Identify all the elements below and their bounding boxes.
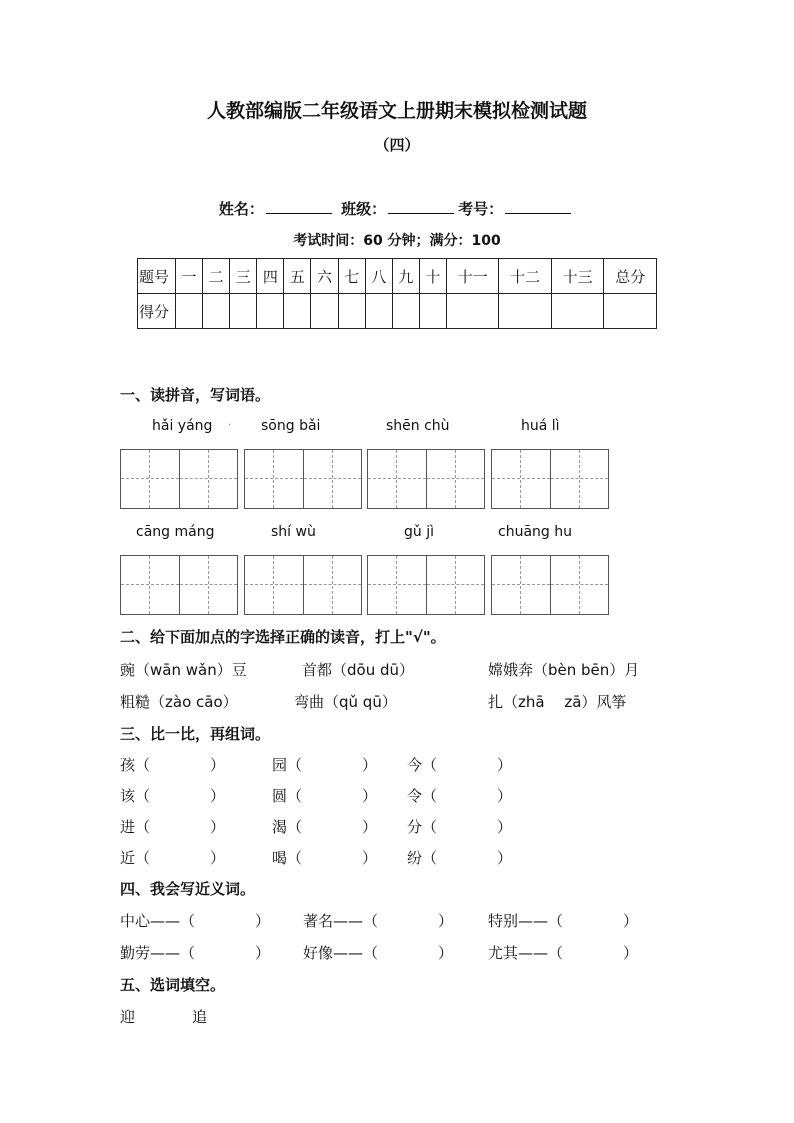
section5-title: 五、选词填空。 (120, 976, 226, 994)
writing-box[interactable] (245, 556, 303, 614)
score-value-row (138, 294, 657, 329)
name-blank[interactable] (266, 199, 332, 214)
word-group-item[interactable]: 进（ ） (120, 818, 226, 836)
score-cell[interactable] (311, 294, 338, 329)
writing-box[interactable] (121, 450, 179, 508)
section3-title: 三、比一比，再组词。 (120, 725, 271, 743)
score-cell[interactable] (257, 294, 284, 329)
score-header: 十二 (499, 259, 551, 294)
word-group-item[interactable]: 喝（ ） (272, 849, 378, 867)
score-header: 七 (338, 259, 365, 294)
score-header: 八 (365, 259, 392, 294)
pinyin-label: sōng bǎi (261, 418, 321, 434)
exam-info: 考试时间：60 分钟；满分：100 (293, 233, 501, 249)
score-header: 十一 (446, 259, 498, 294)
section2-title: 二、给下面加点的字选择正确的读音，打上"√"。 (120, 628, 446, 646)
word-option: 迎 (120, 1008, 136, 1026)
pronunciation-item[interactable]: 粗糙（zào cāo） (120, 693, 238, 711)
writing-box[interactable] (368, 556, 426, 614)
pronunciation-item[interactable]: 首都（dōu dū） (302, 661, 415, 679)
word-group-item[interactable]: 近（ ） (120, 849, 226, 867)
score-header: 六 (311, 259, 338, 294)
word-option: 追 (192, 1008, 208, 1026)
score-row1-label: 题号 (138, 259, 176, 294)
writing-box[interactable] (179, 450, 237, 508)
word-group-item[interactable]: 园（ ） (272, 756, 378, 774)
score-row2-label: 得分 (138, 294, 176, 329)
writing-box[interactable] (303, 450, 361, 508)
score-cell[interactable] (392, 294, 419, 329)
section4-title: 四、我会写近义词。 (120, 880, 256, 898)
writing-box-group (491, 449, 609, 509)
score-header: 一 (176, 259, 203, 294)
section1-title: 一、读拼音，写词语。 (120, 386, 271, 404)
word-group-item[interactable]: 分（ ） (407, 818, 513, 836)
writing-box-group (244, 555, 362, 615)
score-cell[interactable] (604, 294, 657, 329)
pronunciation-item[interactable]: 弯曲（qǔ qū） (294, 693, 397, 711)
student-info (0, 198, 794, 219)
synonym-item[interactable]: 勤劳——（ ） (120, 944, 271, 962)
score-cell[interactable] (499, 294, 551, 329)
word-group-item[interactable]: 该（ ） (120, 787, 226, 805)
pinyin-label: cāng máng (136, 524, 215, 540)
score-cell[interactable] (551, 294, 603, 329)
score-cell[interactable] (338, 294, 365, 329)
pronunciation-item[interactable]: 嫦娥奔（bèn bēn）月 (488, 661, 640, 679)
writing-box-group (367, 449, 485, 509)
writing-box[interactable] (245, 450, 303, 508)
word-group-item[interactable]: 今（ ） (407, 756, 513, 774)
writing-box-group (491, 555, 609, 615)
score-header: 总分 (604, 259, 657, 294)
score-header: 五 (284, 259, 311, 294)
pronunciation-item[interactable]: 豌（wān wǎn）豆 (120, 661, 247, 679)
score-header: 九 (392, 259, 419, 294)
pinyin-label: shí wù (271, 524, 316, 540)
pinyin-label: hǎi yáng (152, 418, 213, 434)
pinyin-label: huá lì (521, 418, 560, 434)
class-label: 班级： (341, 200, 387, 218)
writing-box[interactable] (492, 556, 550, 614)
pronunciation-item[interactable]: 扎（zhā zā）风筝 (488, 693, 627, 711)
number-label: 考号： (458, 200, 504, 218)
score-cell[interactable] (446, 294, 498, 329)
pinyin-label: chuāng hu (498, 524, 572, 540)
name-label: 姓名： (218, 200, 264, 218)
score-table (137, 258, 657, 329)
writing-box-group (120, 449, 238, 509)
score-header: 十 (419, 259, 446, 294)
page-subtitle: （四） (374, 136, 420, 154)
writing-box[interactable] (492, 450, 550, 508)
score-cell[interactable] (230, 294, 257, 329)
number-blank[interactable] (505, 199, 571, 214)
score-cell[interactable] (203, 294, 230, 329)
writing-box[interactable] (426, 556, 484, 614)
score-header-row (138, 259, 657, 294)
synonym-item[interactable]: 中心——（ ） (120, 912, 271, 930)
score-header: 二 (203, 259, 230, 294)
synonym-item[interactable]: 好像——（ ） (303, 944, 454, 962)
score-header: 三 (230, 259, 257, 294)
writing-box[interactable] (368, 450, 426, 508)
stray-dot: · (228, 420, 232, 431)
writing-box[interactable] (550, 450, 608, 508)
score-cell[interactable] (176, 294, 203, 329)
score-cell[interactable] (419, 294, 446, 329)
synonym-item[interactable]: 特别——（ ） (488, 912, 639, 930)
word-group-item[interactable]: 渴（ ） (272, 818, 378, 836)
pinyin-label: gǔ jì (404, 524, 434, 540)
synonym-item[interactable]: 著名——（ ） (303, 912, 454, 930)
writing-box-group (120, 555, 238, 615)
writing-box[interactable] (303, 556, 361, 614)
word-group-item[interactable]: 令（ ） (407, 787, 513, 805)
writing-box[interactable] (179, 556, 237, 614)
word-group-item[interactable]: 孩（ ） (120, 756, 226, 774)
class-blank[interactable] (388, 199, 454, 214)
page-title: 人教部编版二年级语文上册期末模拟检测试题 (206, 100, 587, 122)
synonym-item[interactable]: 尤其——（ ） (488, 944, 639, 962)
writing-box-group (367, 555, 485, 615)
word-group-item[interactable]: 圆（ ） (272, 787, 378, 805)
writing-box-group (244, 449, 362, 509)
writing-box[interactable] (426, 450, 484, 508)
writing-box[interactable] (121, 556, 179, 614)
writing-box[interactable] (550, 556, 608, 614)
score-header: 十三 (551, 259, 603, 294)
word-group-item[interactable]: 纷（ ） (407, 849, 513, 867)
score-header: 四 (257, 259, 284, 294)
score-cell[interactable] (284, 294, 311, 329)
score-cell[interactable] (365, 294, 392, 329)
pinyin-label: shēn chù (386, 418, 450, 434)
